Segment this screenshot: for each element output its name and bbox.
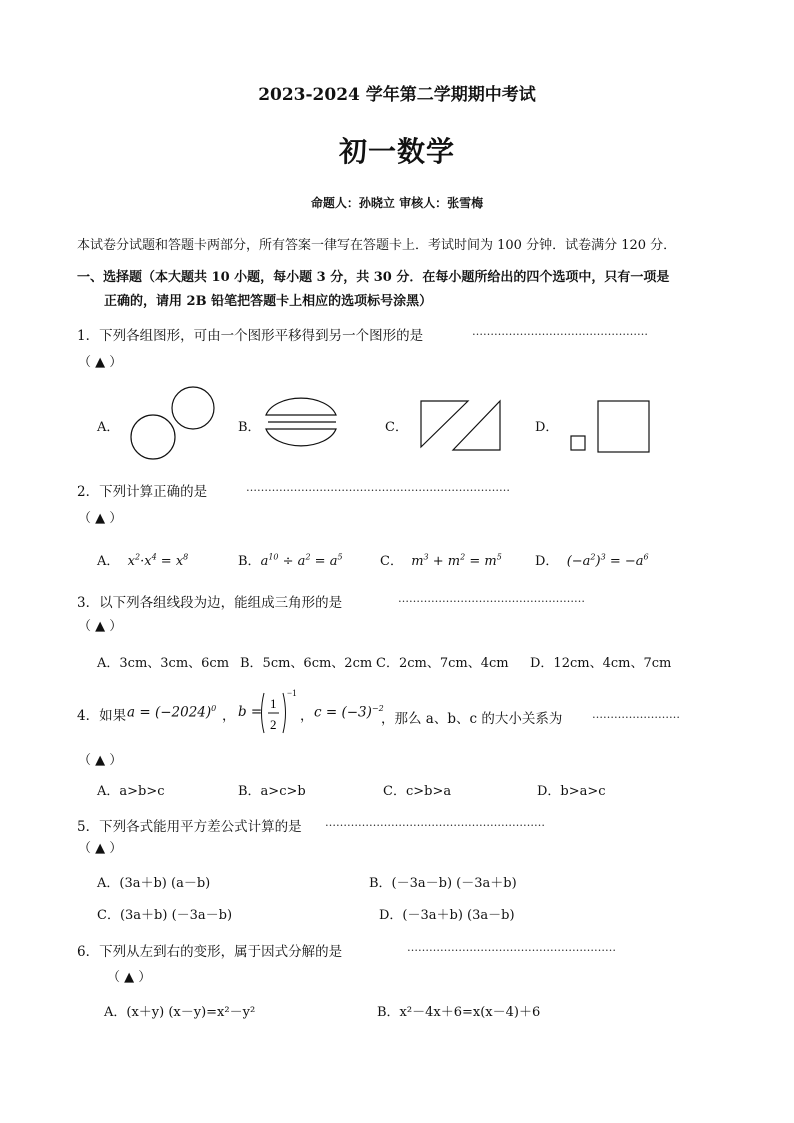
question-1-option-a: A． bbox=[97, 420, 120, 435]
question-1-option-b: B． bbox=[238, 420, 261, 435]
section-heading-line2: 正确的，请用 2B 铅笔把答题卡上相应的选项标号涂黑） bbox=[104, 294, 433, 309]
question-5-option-c: C．(3a＋b) (－3a－b) bbox=[97, 908, 233, 923]
question-4 bbox=[77, 704, 126, 724]
question-3-text: 以下列各组线段为边，能组成三角形的是 bbox=[99, 595, 343, 611]
question-6-answer-mark: （ ▲ ） bbox=[107, 970, 152, 985]
question-4-option-c: C．c>b>a bbox=[383, 784, 452, 799]
formula-a: $x^2\cdot x^4 = x^8$ bbox=[127, 552, 189, 569]
question-6 bbox=[77, 940, 342, 960]
question-4-option-b: B．a>c>b bbox=[238, 784, 306, 799]
figure-a-circles bbox=[125, 385, 225, 465]
section-heading-line1: 一、选择题（本大题共 10 小题，每小题 3 分，共 30 分．在每小题所给出的四个选项中，只有一项是 bbox=[77, 270, 670, 285]
question-2-option-b: B．$a^{10} \div a^2 = a^5$ bbox=[238, 552, 343, 569]
question-5 bbox=[77, 815, 302, 835]
question-5-option-a: A．(3a＋b) (a－b) bbox=[97, 876, 211, 891]
question-1 bbox=[77, 324, 423, 344]
exam-subject: 初一数学 bbox=[338, 135, 455, 168]
formula-d: $(-a^2)^3 = -a^6$ bbox=[566, 552, 649, 569]
question-2 bbox=[77, 480, 207, 500]
formula-c: $m^3 + m^2 = m^5$ bbox=[411, 552, 502, 569]
question-4-number: 4． bbox=[77, 708, 100, 724]
section-heading bbox=[77, 266, 722, 314]
question-2-dots: ……………………………………………………………… bbox=[246, 481, 510, 494]
svg-text:2: 2 bbox=[270, 717, 277, 732]
question-2-option-c: C． $m^3 + m^2 = m^5$ bbox=[380, 552, 502, 569]
comma-separator: ， bbox=[222, 708, 236, 724]
question-6-option-b: B．x²－4x＋6=x(x－4)＋6 bbox=[377, 1005, 541, 1020]
question-1-option-d: D． bbox=[535, 420, 559, 435]
question-3-option-d: D．12cm、4cm、7cm bbox=[530, 656, 672, 671]
question-3 bbox=[77, 591, 342, 611]
question-1-text: 下列各组图形，可由一个图形平移得到另一个图形的是 bbox=[99, 328, 424, 344]
formula-b: $a^{10} \div a^2 = a^5$ bbox=[260, 552, 343, 569]
exam-authors: 命题人：孙晓立 审核人：张雪梅 bbox=[310, 196, 484, 210]
question-4-dots: …………………… bbox=[592, 708, 680, 721]
question-4-option-a: A．a>b>c bbox=[97, 784, 165, 799]
question-1-option-c: C． bbox=[385, 420, 408, 435]
figure-d-squares bbox=[566, 398, 656, 454]
exam-title: 2023-2024 学年第二学期期中考试 bbox=[258, 85, 536, 105]
question-3-number: 3． bbox=[77, 595, 100, 611]
question-3-option-b: B．5cm、6cm、2cm bbox=[240, 656, 373, 671]
question-5-text: 下列各式能用平方差公式计算的是 bbox=[99, 819, 302, 835]
comma-separator-2: ， bbox=[300, 708, 314, 724]
question-6-text: 下列从左到右的变形，属于因式分解的是 bbox=[99, 944, 343, 960]
question-2-number: 2． bbox=[77, 484, 100, 500]
question-1-dots: ………………………………………… bbox=[472, 325, 648, 338]
question-4-suffix: ，那么 a、b、c 的大小关系为 bbox=[381, 711, 563, 727]
exam-instructions: 本试卷分试题和答题卡两部分，所有答案一律写在答题卡上．考试时间为 100 分钟．试卷满分 120 分． bbox=[77, 238, 677, 253]
figure-b-semicircles bbox=[262, 392, 342, 454]
question-2-text: 下列计算正确的是 bbox=[99, 484, 208, 500]
question-4-option-d: D．b>a>c bbox=[537, 784, 606, 799]
figure-c-triangles bbox=[418, 398, 508, 454]
question-3-dots: …………………………………………… bbox=[398, 592, 585, 605]
svg-text:1: 1 bbox=[270, 696, 277, 711]
svg-text:−1: −1 bbox=[287, 688, 297, 698]
question-5-option-d: D．(－3a＋b) (3a－b) bbox=[379, 908, 515, 923]
formula-c-value: $c = (-3)^{-2}$ bbox=[314, 704, 384, 721]
question-1-answer-mark: （ ▲ ） bbox=[78, 355, 123, 370]
question-6-dots: ………………………………………………… bbox=[407, 941, 616, 954]
question-6-option-a: A．(x＋y) (x－y)=x²－y² bbox=[104, 1005, 256, 1020]
question-3-option-a: A．3cm、3cm、6cm bbox=[97, 656, 230, 671]
question-5-dots: …………………………………………………… bbox=[325, 816, 545, 829]
question-1-number: 1． bbox=[77, 328, 100, 344]
question-5-option-b: B．(－3a－b) (－3a＋b) bbox=[369, 876, 517, 891]
question-3-answer-mark: （ ▲ ） bbox=[78, 619, 123, 634]
question-4-prefix: 如果 bbox=[99, 708, 127, 724]
question-2-option-d: D． $(-a^2)^3 = -a^6$ bbox=[535, 552, 649, 569]
question-2-option-a: A． $x^2\cdot x^4 = x^8$ bbox=[97, 552, 189, 569]
fraction-one-half bbox=[260, 688, 297, 736]
question-5-number: 5． bbox=[77, 819, 100, 835]
question-3-option-c: C．2cm、7cm、4cm bbox=[376, 656, 509, 671]
question-6-number: 6． bbox=[77, 944, 100, 960]
formula-b-label: b = bbox=[238, 704, 263, 720]
question-4-answer-mark: （ ▲ ） bbox=[78, 753, 123, 768]
formula-a-value: $a = (-2024)^0$ bbox=[127, 704, 217, 721]
question-5-answer-mark: （ ▲ ） bbox=[78, 841, 123, 856]
question-2-answer-mark: （ ▲ ） bbox=[78, 511, 123, 526]
